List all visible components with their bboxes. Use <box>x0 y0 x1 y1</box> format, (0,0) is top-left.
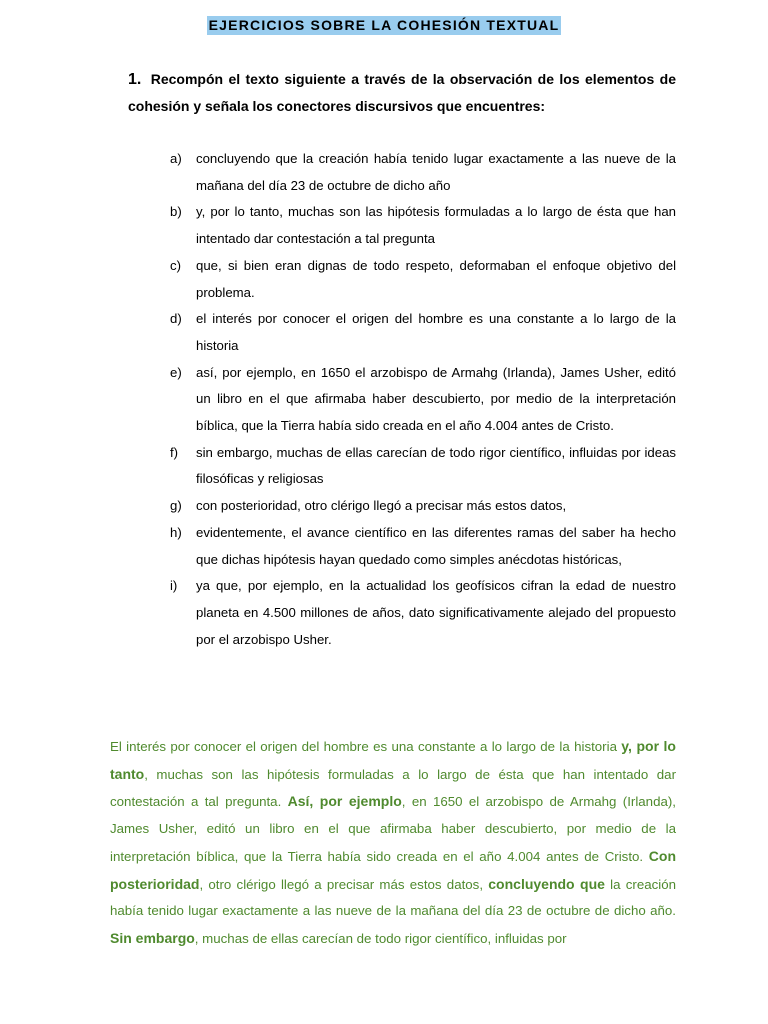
list-item-marker: e) <box>170 364 182 380</box>
list-item-text: ya que, por ejemplo, en la actualidad los geofísicos cifran la edad de nuestro planeta en 4.500 millones de años, dato significativamente alejado del propuesto por el arzobispo Usher. <box>196 578 676 647</box>
answer-text: la creación había tenido lugar exactamente a las nueve de la mañana del día 23 de octubre de dicho año. <box>110 876 677 919</box>
answer-paragraph <box>110 733 676 953</box>
list-item-text: sin embargo, muchas de ellas carecían de todo rigor científico, influidas por ideas filosóficas y religiosas <box>196 444 676 487</box>
connector-highlight: Sin embargo <box>110 929 195 946</box>
exercise-question <box>128 66 676 120</box>
document-title: EJERCICIOS SOBRE LA COHESIÓN TEXTUAL <box>208 17 560 33</box>
connector-highlight: Con posterioridad <box>110 847 676 892</box>
list-item-text: y, por lo tanto, muchas son las hipótesis formuladas a lo largo de ésta que han intentado dar contestación a tal pregunta <box>196 204 676 247</box>
question-number: 1. <box>128 71 142 88</box>
list-item-text: con posterioridad, otro clérigo llegó a precisar más estos datos, <box>196 498 567 514</box>
fragment-list <box>170 146 676 653</box>
connector-highlight: Así, por ejemplo <box>287 793 402 810</box>
list-item-marker: d) <box>170 311 182 327</box>
list-item-marker: a) <box>170 151 182 166</box>
answer-text: , en 1650 el arzobispo de Armahg (Irlanda), James Usher, editó un libro en el que afirmaba haber descubierto, por medio de la interpretación bíblica, que la Tierra había sido creada en el año 4.004 antes de Cristo. <box>110 794 676 864</box>
list-item <box>170 440 676 493</box>
answer-text: , otro clérigo llegó a precisar más estos datos, <box>199 876 489 892</box>
list-item-text: el interés por conocer el origen del hombre es una constante a lo largo de la historia <box>196 311 676 353</box>
list-item-marker: i) <box>170 578 178 594</box>
list-item-text: evidentemente, el avance científico en las diferentes ramas del saber ha hecho que dichas hipótesis hayan quedado como simples anécdotas históricas, <box>196 524 676 567</box>
list-item <box>170 360 676 440</box>
connector-highlight: concluyendo que <box>488 875 605 892</box>
list-item <box>170 253 676 306</box>
list-item <box>170 520 676 573</box>
list-item <box>170 573 676 653</box>
list-item-text: que, si bien eran dignas de todo respeto, deformaban el enfoque objetivo del problema. <box>196 257 676 300</box>
list-item <box>170 306 676 359</box>
list-item-marker: b) <box>170 204 182 220</box>
list-item <box>170 493 676 520</box>
list-item-text: así, por ejemplo, en 1650 el arzobispo de Armahg (Irlanda), James Usher, editó un libro en el que afirmaba haber descubierto, por medio de la interpretación bíblica, que la Tierra había sido creada en el año 4.004 antes de Cristo. <box>196 364 676 434</box>
list-item-marker: h) <box>170 524 182 540</box>
title-wrap <box>0 16 768 35</box>
list-item-marker: c) <box>170 257 181 273</box>
list-item-marker: g) <box>170 498 182 514</box>
answer-text: El interés por conocer el origen del hombre es una constante a lo largo de la historia <box>110 739 622 754</box>
answer-text: , muchas son las hipótesis formuladas a lo largo de ésta que han intentado dar contestación a tal pregunta. <box>110 766 676 810</box>
answer-text: , muchas de ellas carecían de todo rigor científico, influidas por <box>194 930 567 946</box>
list-item-text: concluyendo que la creación había tenido lugar exactamente a las nueve de la mañana del día 23 de octubre de dicho año <box>196 151 676 193</box>
list-item-marker: f) <box>170 444 179 460</box>
question-text: Recompón el texto siguiente a través de la observación de los elementos de cohesión y señala los conectores discursivos que encuentres: <box>128 71 676 114</box>
list-item <box>170 146 676 199</box>
connector-highlight: y, por lo tanto <box>110 738 676 782</box>
list-item <box>170 199 676 252</box>
